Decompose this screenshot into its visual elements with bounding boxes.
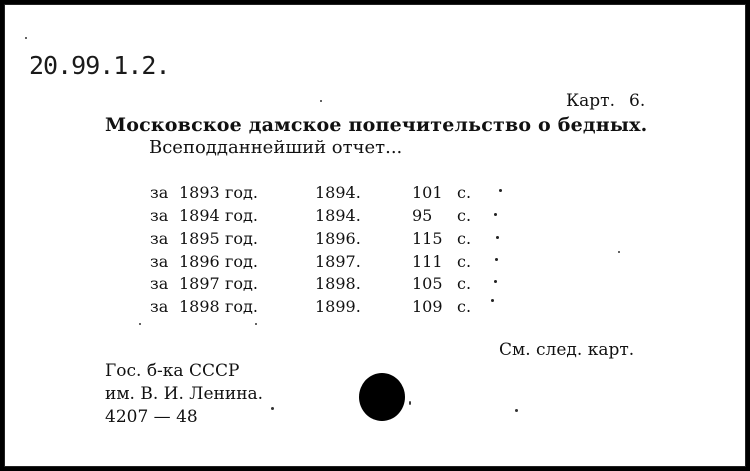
scan-speck	[139, 323, 141, 325]
row-prefix: за	[150, 252, 169, 271]
row-year-word: год.	[225, 229, 258, 248]
row-year-word: год.	[225, 206, 258, 225]
row-year-word: год.	[225, 297, 258, 316]
row-year: 1896	[179, 252, 220, 271]
see-next-card: См. след. карт.	[499, 340, 635, 360]
row-pages: 95	[412, 206, 433, 225]
row-dot-mark	[499, 189, 502, 192]
row-year: 1894	[179, 206, 220, 225]
row-year-word: год.	[225, 252, 258, 271]
row-dot-mark	[494, 280, 497, 283]
punch-hole	[359, 373, 405, 421]
scan-speck	[25, 37, 27, 39]
row-pages: 105	[412, 274, 443, 293]
row-dot-mark	[496, 236, 499, 239]
card-label: Карт.	[566, 91, 615, 111]
row-pages: 109	[412, 297, 443, 316]
entry-subtitle: Всеподданнейший отчет...	[149, 137, 403, 158]
row-pages-unit: с.	[457, 206, 472, 225]
row-dot-mark	[494, 213, 497, 216]
scan-speck	[409, 401, 411, 405]
row-prefix: за	[150, 229, 169, 248]
scan-speck	[618, 251, 620, 253]
row-pages-unit: с.	[457, 183, 472, 202]
row-published: 1898.	[315, 274, 361, 293]
row-year: 1898	[179, 297, 220, 316]
row-prefix: за	[150, 297, 169, 316]
row-published: 1897.	[315, 252, 361, 271]
shelfmark: 20.99.1.2.	[29, 51, 170, 80]
row-pages-unit: с.	[457, 229, 472, 248]
catalog-card	[4, 4, 746, 467]
scan-speck	[515, 409, 518, 412]
card-number: 6.	[629, 91, 646, 111]
row-dot-mark	[491, 299, 494, 302]
row-pages-unit: с.	[457, 274, 472, 293]
row-prefix: за	[150, 183, 169, 202]
scan-speck	[255, 323, 257, 325]
library-subname: им. В. И. Ленина.	[105, 384, 264, 404]
library-code: 4207 — 48	[105, 407, 198, 427]
row-year-word: год.	[225, 183, 258, 202]
row-published: 1899.	[315, 297, 361, 316]
row-prefix: за	[150, 206, 169, 225]
row-pages: 101	[412, 183, 443, 202]
row-prefix: за	[150, 274, 169, 293]
library-name: Гос. б-ка СССР	[105, 361, 240, 381]
row-year-word: год.	[225, 274, 258, 293]
row-pages-unit: с.	[457, 297, 472, 316]
row-published: 1896.	[315, 229, 361, 248]
row-year: 1897	[179, 274, 220, 293]
entry-title: Московское дамское попечительство о бедных.	[105, 114, 648, 136]
row-dot-mark	[495, 258, 498, 261]
row-year: 1893	[179, 183, 220, 202]
row-pages: 115	[412, 229, 443, 248]
row-year: 1895	[179, 229, 220, 248]
scan-speck	[271, 407, 274, 410]
row-pages-unit: с.	[457, 252, 472, 271]
row-published: 1894.	[315, 206, 361, 225]
row-published: 1894.	[315, 183, 361, 202]
row-pages: 111	[412, 252, 443, 271]
scan-speck	[320, 100, 322, 102]
